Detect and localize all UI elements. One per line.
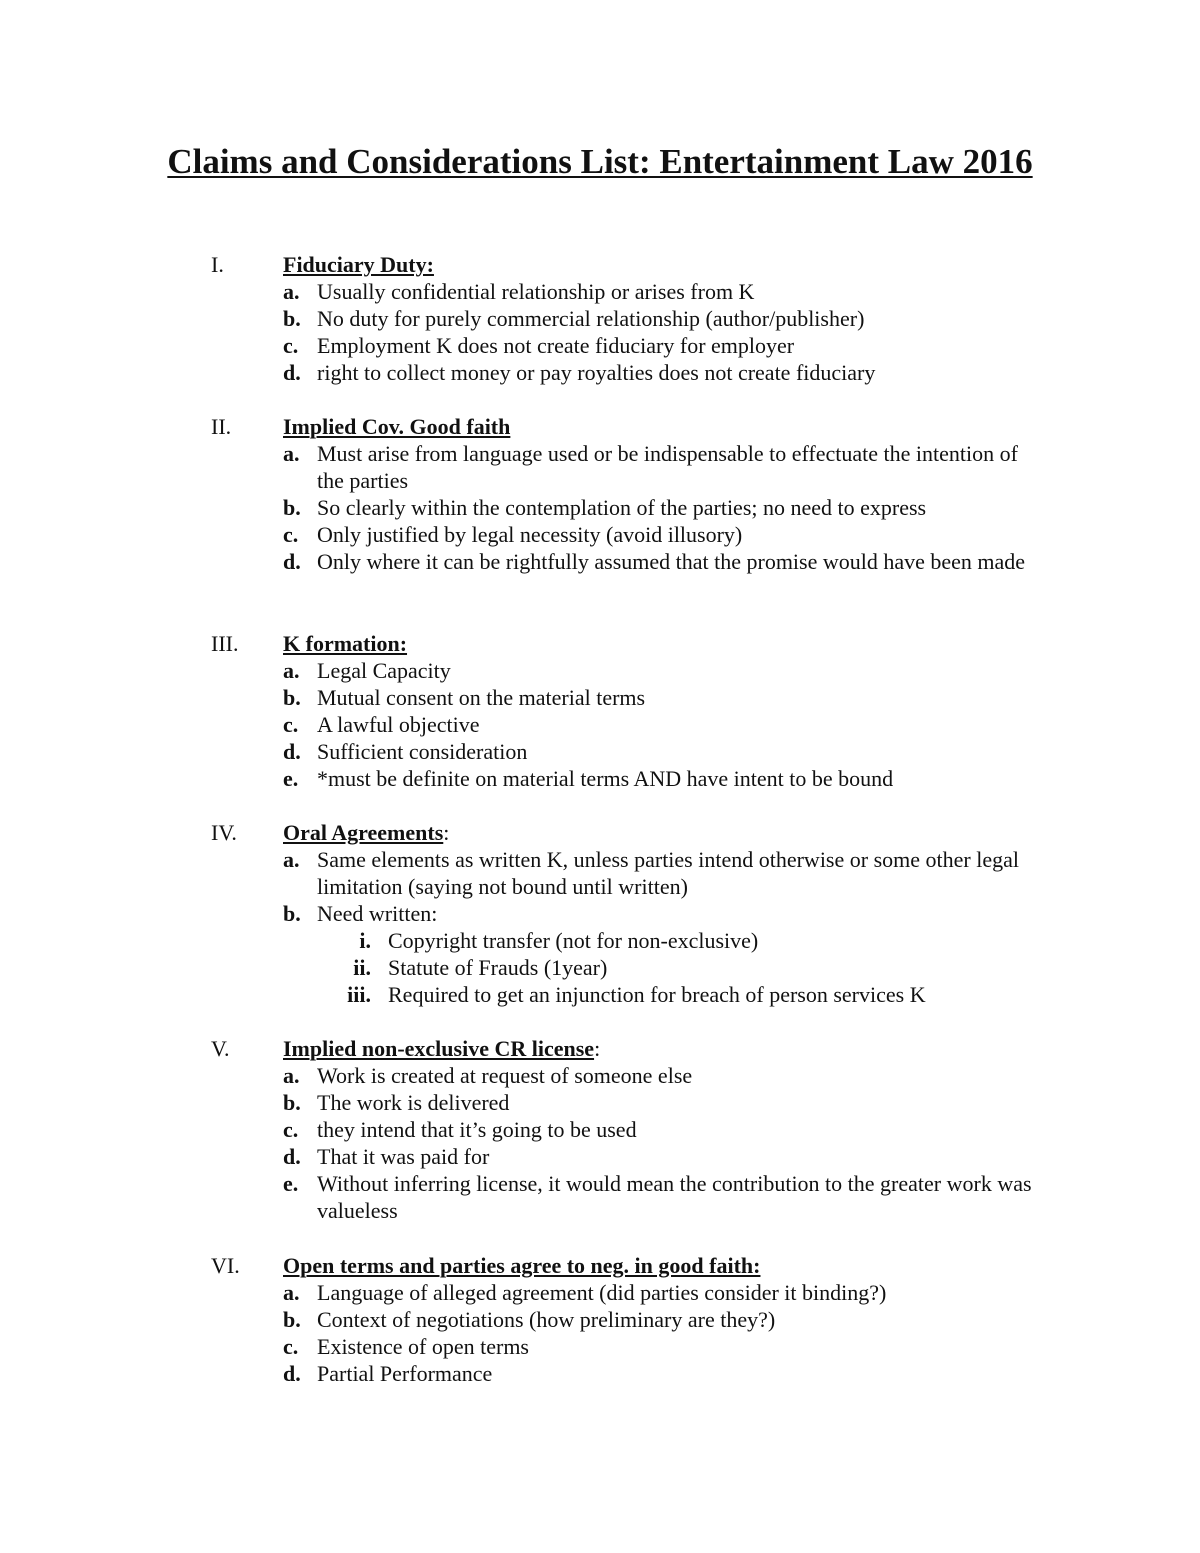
sub-list-item bbox=[0, 981, 1200, 1008]
list-item bbox=[0, 1143, 1200, 1170]
item-text: The work is delivered bbox=[317, 1090, 510, 1115]
item-letter: c. bbox=[283, 1334, 299, 1359]
item-letter: c. bbox=[283, 1117, 299, 1142]
section-heading-text: Implied Cov. Good faith bbox=[283, 414, 511, 439]
item-letter: d. bbox=[283, 739, 301, 764]
item-letter: b. bbox=[283, 1090, 301, 1115]
item-letter: a. bbox=[283, 441, 300, 466]
item-letter: c. bbox=[283, 522, 299, 547]
section-numeral: III. bbox=[211, 631, 239, 656]
item-letter: d. bbox=[283, 1361, 301, 1386]
item-list bbox=[0, 1279, 1200, 1387]
list-item bbox=[0, 278, 1200, 305]
item-text: right to collect money or pay royalties does not create fiduciary bbox=[317, 360, 876, 385]
section-heading bbox=[283, 819, 449, 846]
list-item bbox=[0, 305, 1200, 332]
item-text: No duty for purely commercial relationship (author/publisher) bbox=[317, 306, 865, 331]
item-letter: a. bbox=[283, 847, 300, 872]
section-numeral: VI. bbox=[211, 1253, 240, 1278]
sub-item-numeral: i. bbox=[359, 928, 371, 953]
list-item bbox=[0, 359, 1200, 386]
section-heading-text: K formation: bbox=[283, 631, 408, 656]
section-heading-suffix: : bbox=[443, 820, 450, 845]
list-item bbox=[0, 1306, 1200, 1333]
list-item bbox=[0, 548, 1200, 575]
item-letter: a. bbox=[283, 1280, 300, 1305]
section-heading-text: Implied non-exclusive CR license bbox=[283, 1036, 595, 1061]
item-list bbox=[0, 657, 1200, 792]
item-text: they intend that it’s going to be used bbox=[317, 1117, 637, 1142]
list-item bbox=[0, 900, 1200, 927]
section-heading bbox=[283, 413, 510, 440]
item-letter: d. bbox=[283, 1144, 301, 1169]
list-item bbox=[0, 765, 1200, 792]
item-letter: b. bbox=[283, 901, 301, 926]
item-text: Language of alleged agreement (did parties consider it binding?) bbox=[317, 1280, 887, 1305]
item-text: Without inferring license, it would mean the contribution to the greater work was valueless bbox=[317, 1171, 1032, 1223]
item-letter: a. bbox=[283, 1063, 300, 1088]
list-item bbox=[0, 521, 1200, 548]
list-item bbox=[0, 684, 1200, 711]
list-item bbox=[0, 846, 1200, 900]
item-letter: b. bbox=[283, 685, 301, 710]
item-text: That it was paid for bbox=[317, 1144, 490, 1169]
list-item bbox=[0, 1170, 1200, 1224]
list-item bbox=[0, 440, 1200, 494]
item-text: Mutual consent on the material terms bbox=[317, 685, 646, 710]
item-letter: e. bbox=[283, 766, 299, 791]
item-letter: a. bbox=[283, 658, 300, 683]
item-text: Only where it can be rightfully assumed that the promise would have been made bbox=[317, 549, 1026, 574]
item-text: Same elements as written K, unless parties intend otherwise or some other legal limitation (saying not bound until written) bbox=[317, 847, 1019, 899]
section-heading bbox=[283, 1035, 600, 1062]
section-heading-suffix: : bbox=[594, 1036, 601, 1061]
item-text: Must arise from language used or be indispensable to effectuate the intention of the parties bbox=[317, 441, 1018, 493]
list-item bbox=[0, 657, 1200, 684]
sub-item-numeral: iii. bbox=[347, 982, 371, 1007]
section-heading-text: Oral Agreements bbox=[283, 820, 444, 845]
section-heading-text: Fiduciary Duty: bbox=[283, 252, 434, 277]
item-letter: b. bbox=[283, 495, 301, 520]
item-text: Partial Performance bbox=[317, 1361, 493, 1386]
section-numeral: I. bbox=[211, 252, 224, 277]
item-letter: d. bbox=[283, 360, 301, 385]
list-item bbox=[0, 1062, 1200, 1089]
sub-item-text: Statute of Frauds (1year) bbox=[388, 955, 608, 980]
list-item bbox=[0, 738, 1200, 765]
sub-list-item bbox=[0, 927, 1200, 954]
list-item bbox=[0, 494, 1200, 521]
item-text: Context of negotiations (how preliminary are they?) bbox=[317, 1307, 776, 1332]
list-item bbox=[0, 1333, 1200, 1360]
list-item bbox=[0, 1360, 1200, 1387]
list-item bbox=[0, 1089, 1200, 1116]
list-item bbox=[0, 332, 1200, 359]
section-numeral: IV. bbox=[211, 820, 237, 845]
item-list bbox=[0, 1062, 1200, 1224]
item-text: Need written: bbox=[317, 901, 438, 926]
list-item bbox=[0, 1116, 1200, 1143]
item-letter: b. bbox=[283, 1307, 301, 1332]
item-text: Existence of open terms bbox=[317, 1334, 529, 1359]
section-numeral: V. bbox=[211, 1036, 230, 1061]
item-text: Only justified by legal necessity (avoid illusory) bbox=[317, 522, 743, 547]
item-letter: c. bbox=[283, 333, 299, 358]
item-text: Sufficient consideration bbox=[317, 739, 528, 764]
item-letter: a. bbox=[283, 279, 300, 304]
item-letter: e. bbox=[283, 1171, 299, 1196]
sub-list-item bbox=[0, 954, 1200, 981]
item-text: Legal Capacity bbox=[317, 658, 451, 683]
item-text: Work is created at request of someone else bbox=[317, 1063, 693, 1088]
item-text: So clearly within the contemplation of the parties; no need to express bbox=[317, 495, 927, 520]
item-text: *must be definite on material terms AND have intent to be bound bbox=[317, 766, 894, 791]
item-text: Usually confidential relationship or arises from K bbox=[317, 279, 755, 304]
section-heading bbox=[283, 630, 407, 657]
item-list bbox=[0, 278, 1200, 386]
item-text: Employment K does not create fiduciary for employer bbox=[317, 333, 795, 358]
section-heading bbox=[283, 1252, 760, 1279]
item-list bbox=[0, 846, 1200, 1008]
list-item bbox=[0, 711, 1200, 738]
sub-item-text: Copyright transfer (not for non-exclusive) bbox=[388, 928, 759, 953]
page-title: Claims and Considerations List: Entertainment Law 2016 bbox=[167, 142, 1033, 181]
sub-item-text: Required to get an injunction for breach of person services K bbox=[388, 982, 926, 1007]
item-letter: c. bbox=[283, 712, 299, 737]
item-text: A lawful objective bbox=[317, 712, 480, 737]
section-heading-text: Open terms and parties agree to neg. in good faith: bbox=[283, 1253, 761, 1278]
item-letter: b. bbox=[283, 306, 301, 331]
sub-item-numeral: ii. bbox=[353, 955, 371, 980]
section-numeral: II. bbox=[211, 414, 232, 439]
section-heading bbox=[283, 251, 434, 278]
item-letter: d. bbox=[283, 549, 301, 574]
list-item bbox=[0, 1279, 1200, 1306]
item-list bbox=[0, 440, 1200, 575]
